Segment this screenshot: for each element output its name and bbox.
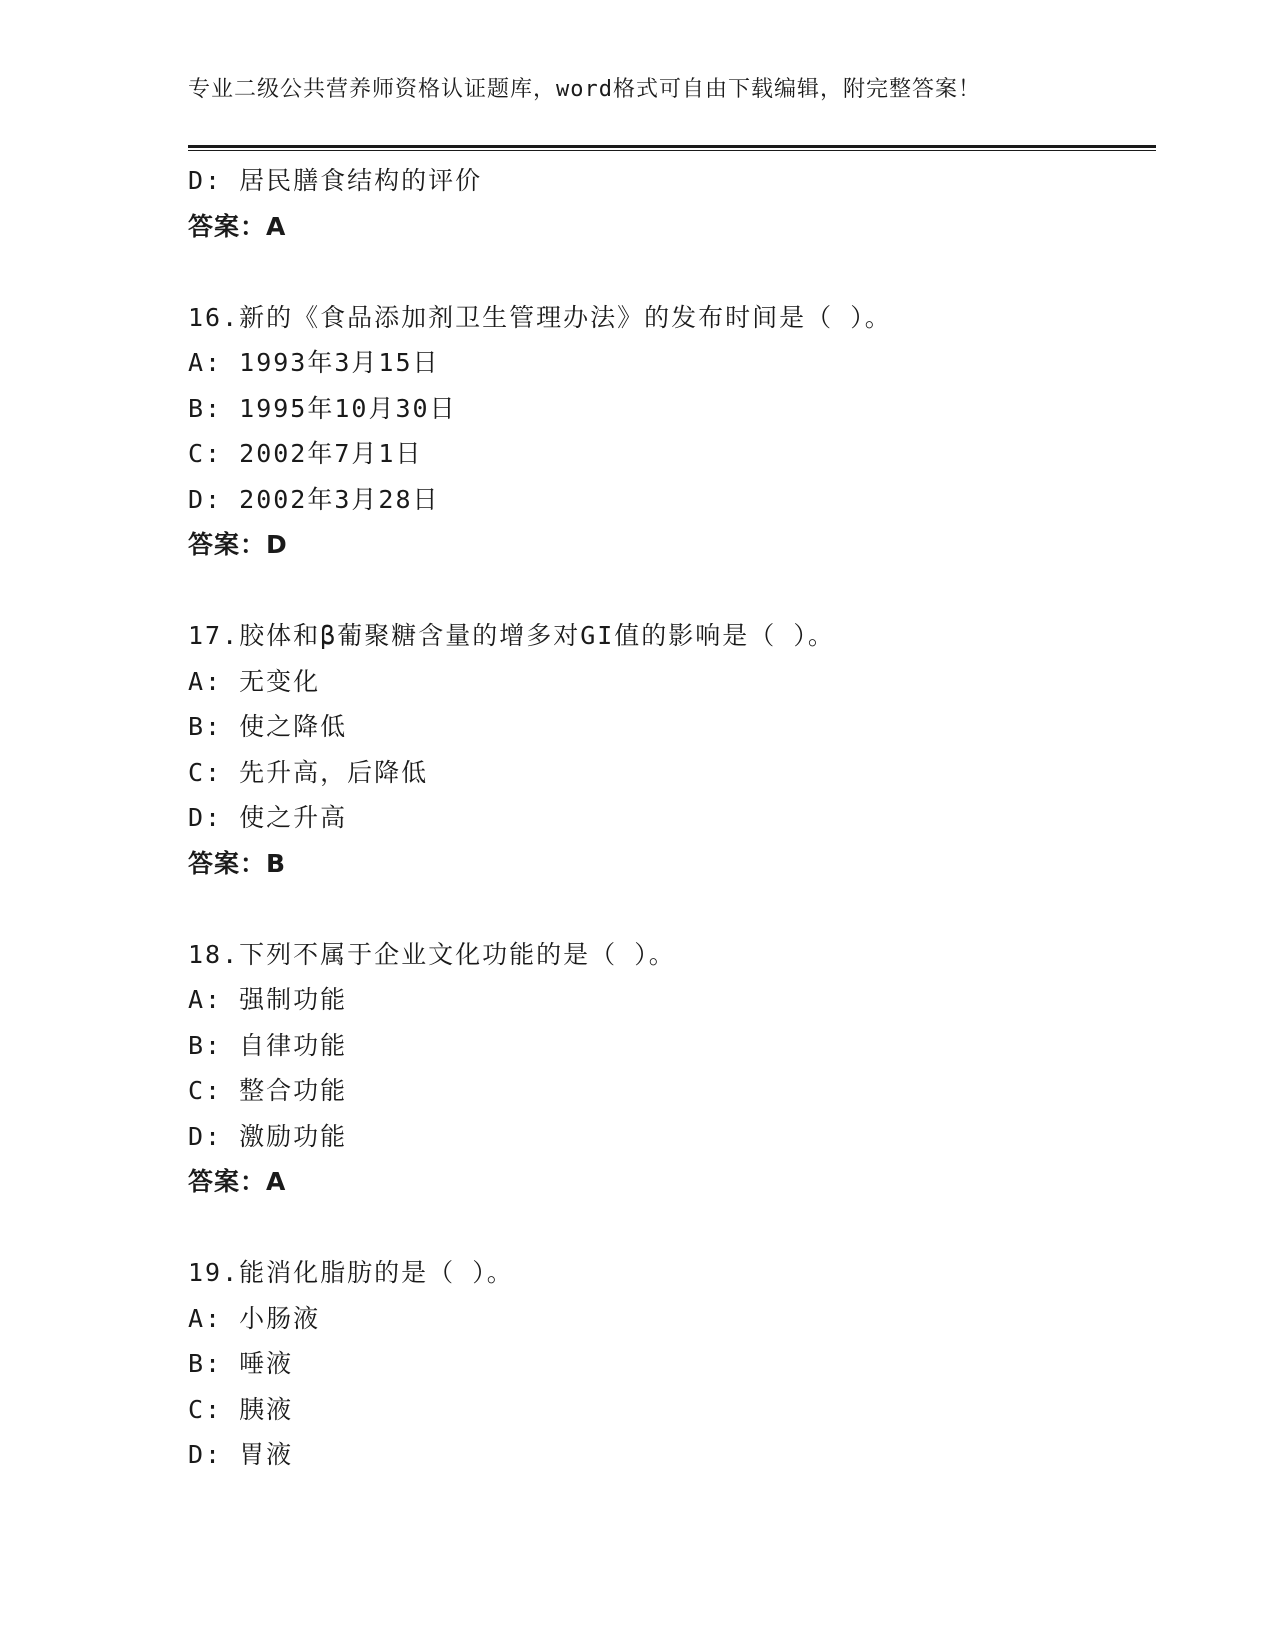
option-c: C: 胰液 xyxy=(188,1394,294,1424)
spacer xyxy=(188,568,1156,614)
option-a: A: 1993年3月15日 xyxy=(188,348,440,377)
answer-line: 答案：B xyxy=(188,848,287,878)
option-d: D: 居民膳食结构的评价 xyxy=(188,166,483,195)
option-c: C: 先升高，后降低 xyxy=(188,757,429,787)
question-stem: 17.胶体和β葡聚糖含量的增多对GI值的影响是（ ）。 xyxy=(188,621,835,650)
option-b: B: 自律功能 xyxy=(188,1030,348,1060)
option-d: D: 使之升高 xyxy=(188,803,348,832)
answer-line: 答案：D xyxy=(188,530,288,559)
spacer xyxy=(188,249,1156,295)
question-17 xyxy=(188,613,1156,886)
question-18 xyxy=(188,932,1156,1205)
question-stem: 19.能消化脂肪的是（ ）。 xyxy=(188,1258,514,1287)
header-divider-thick xyxy=(188,145,1156,148)
question-19 xyxy=(188,1250,1156,1478)
question-stem: 18.下列不属于企业文化功能的是（ ）。 xyxy=(188,939,676,969)
header-divider-thin xyxy=(188,150,1156,151)
option-c: C: 2002年7月1日 xyxy=(188,439,423,468)
option-a: A: 小肠液 xyxy=(188,1303,321,1333)
option-a: A: 强制功能 xyxy=(188,985,348,1014)
question-content xyxy=(188,158,1156,1478)
option-b: B: 唾液 xyxy=(188,1349,294,1378)
carryover-block xyxy=(188,158,1156,249)
option-d: D: 胃液 xyxy=(188,1440,294,1469)
question-16 xyxy=(188,295,1156,568)
option-b: B: 使之降低 xyxy=(188,712,348,741)
option-d: D: 激励功能 xyxy=(188,1121,348,1151)
option-c: C: 整合功能 xyxy=(188,1076,348,1105)
page-header: 专业二级公共营养师资格认证题库，word格式可自由下载编辑，附完整答案！ xyxy=(188,77,981,102)
option-b: B: 1995年10月30日 xyxy=(188,393,457,423)
option-a: A: 无变化 xyxy=(188,666,321,696)
answer-line: 答案：A xyxy=(188,1167,287,1196)
option-d: D: 2002年3月28日 xyxy=(188,484,440,514)
spacer xyxy=(188,886,1156,932)
spacer xyxy=(188,1205,1156,1251)
answer-line: 答案：A xyxy=(188,211,287,241)
question-stem: 16.新的《食品添加剂卫生管理办法》的发布时间是（ ）。 xyxy=(188,302,892,332)
